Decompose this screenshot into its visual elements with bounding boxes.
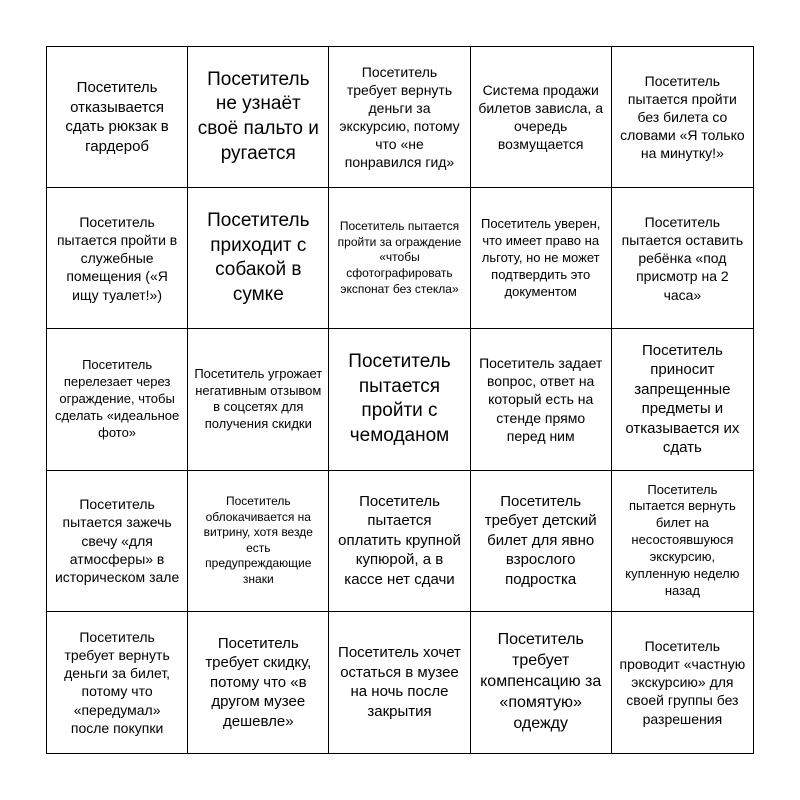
bingo-cell-text: Посетитель приносит запрещенные предметы и отказывается их сдать [625,341,740,457]
bingo-cell-text: Посетитель пытается вернуть билет на несостоявшуюся экскурсию, купленную неделю назад [625,481,740,598]
bingo-cell-text: Посетитель не узнаёт своё пальто и ругается [197,68,319,164]
bingo-cell-text: Посетитель пытается пройти в служебные помещения («Я ищу туалет!») [56,213,178,303]
bingo-cell-text: Посетитель приходит с собакой в сумке [207,209,310,305]
bingo-cell-text: Система продажи билетов зависла, а очередь возмущается [478,81,604,153]
bingo-cell-text: Посетитель пытается пройти без билета со словами «Я только на минутку!» [620,72,745,162]
bingo-cell-text: Посетитель пытается пройти за ограждение «чтобы сфотографировать экспонат без стекла» [337,219,462,296]
bingo-cell-text: Посетитель требует скидку, потому что «в другом музее дешевле» [205,634,312,730]
bingo-cell-text: Посетитель требует вернуть деньги за экскурсию, потому что «не понравился гид» [339,63,460,171]
bingo-cell-text: Посетитель требует детский билет для явно взрослого подростка [484,492,597,588]
bingo-cell[interactable] [329,471,470,612]
bingo-cell-text: Посетитель угрожает негативным отзывом в соцсетях для получения скидки [194,365,323,432]
bingo-cell[interactable] [329,329,470,470]
bingo-cell[interactable] [471,329,612,470]
bingo-cell[interactable] [47,329,188,470]
bingo-cell-text: Посетитель пытается пройти с чемоданом [348,351,451,447]
bingo-cell[interactable] [612,329,753,470]
bingo-cell-text: Посетитель пытается оплатить крупной купюрой, а в кассе нет сдачи [338,492,461,588]
bingo-cell-text: Посетитель требует компенсацию за «помятую» одежду [480,631,602,732]
bingo-cell[interactable] [471,188,612,329]
bingo-cell[interactable] [471,47,612,188]
bingo-cell-text: Посетитель проводит «частную экскурсию» для своей группы без разрешения [619,637,746,727]
bingo-cell[interactable] [188,329,329,470]
bingo-cell[interactable] [471,612,612,753]
bingo-cell[interactable] [47,188,188,329]
bingo-cell-text: Посетитель задает вопрос, ответ на который есть на стенде прямо перед ним [479,355,603,444]
bingo-cell[interactable] [612,471,753,612]
bingo-cell[interactable] [188,612,329,753]
bingo-cell-text: Посетитель пытается оставить ребёнка «под присмотр на 2 часа» [621,213,744,303]
bingo-grid [46,46,754,754]
bingo-cell[interactable] [188,471,329,612]
bingo-cell[interactable] [329,188,470,329]
bingo-cell-text: Посетитель отказывается сдать рюкзак в гардероб [65,79,169,155]
bingo-cell[interactable] [188,47,329,188]
bingo-cell[interactable] [188,188,329,329]
bingo-cell-text: Посетитель требует вернуть деньги за билет, потому что «передумал» после покупки [64,628,171,736]
bingo-cell[interactable] [612,612,753,753]
bingo-cell[interactable] [329,612,470,753]
bingo-cell[interactable] [47,612,188,753]
bingo-cell[interactable] [47,471,188,612]
bingo-cell[interactable] [47,47,188,188]
bingo-cell-text: Посетитель уверен, что имеет право на льготу, но не может подтвердить это документом [480,216,601,299]
bingo-cell[interactable] [612,47,753,188]
bingo-cell[interactable] [329,47,470,188]
bingo-cell-text: Посетитель хочет остаться в музее на ночь после закрытия [338,644,461,720]
bingo-cell-text: Посетитель облокачивается на витрину, хотя везде есть предупреждающие знаки [203,493,313,586]
bingo-cell[interactable] [612,188,753,329]
bingo-cell-text: Посетитель пытается зажечь свечу «для атмосферы» в историческом зале [54,496,180,585]
bingo-cell[interactable] [471,471,612,612]
bingo-cell-text: Посетитель перелезает через ограждение, чтобы сделать «идеальное фото» [54,357,180,440]
